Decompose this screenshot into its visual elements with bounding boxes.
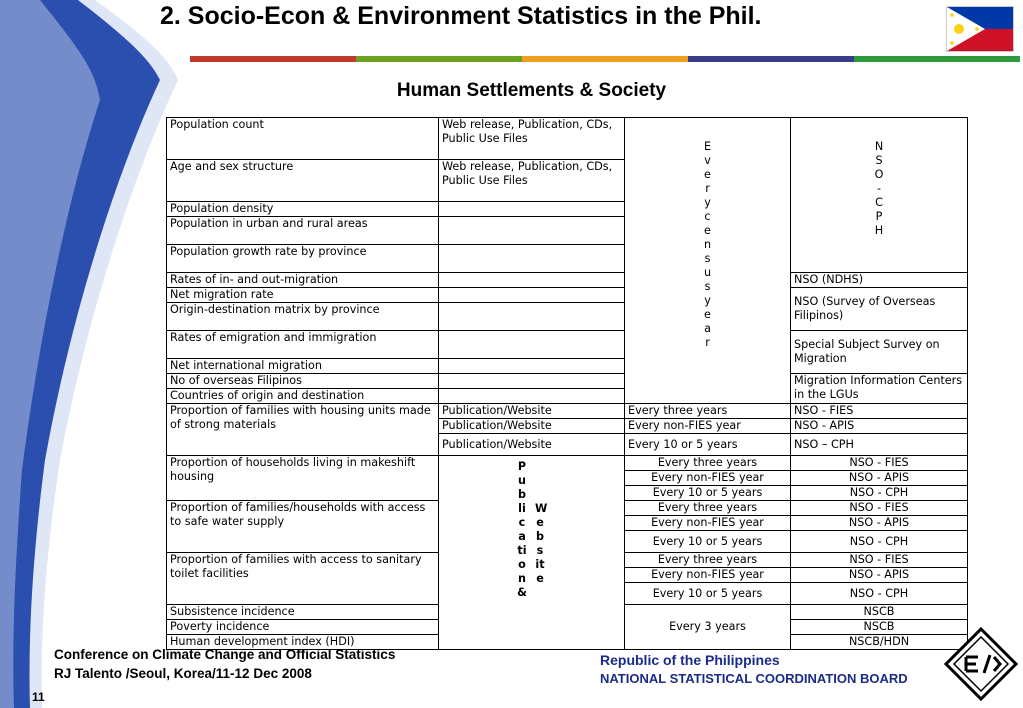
org-name-line1: Republic of the Philippines — [600, 652, 780, 668]
indicator-cell: Origin-destination matrix by province — [167, 303, 439, 331]
medium-cell — [439, 288, 625, 303]
frequency-cell: Every 10 or 5 years — [625, 583, 791, 605]
medium-cell: Web release, Publication, CDs, Public Use Files — [439, 160, 625, 202]
indicator-cell: Countries of origin and destination — [167, 389, 439, 404]
medium-cell — [439, 331, 625, 359]
source-cell: NSO - CPH — [791, 486, 968, 501]
indicator-cell: Proportion of households living in makeshift housing — [167, 456, 439, 501]
indicator-cell: Population density — [167, 202, 439, 217]
indicator-cell: Population growth rate by province — [167, 245, 439, 273]
medium-cell — [439, 217, 625, 245]
indicator-cell: Poverty incidence — [167, 620, 439, 635]
footer-presenter: RJ Talento /Seoul, Korea/11-12 Dec 2008 — [54, 666, 312, 681]
source-cell: NSO - APIS — [791, 471, 968, 486]
medium-cell: Publication/Website — [439, 404, 625, 419]
header-stripe-green2 — [854, 56, 1020, 62]
source-cell: NSO - APIS — [791, 516, 968, 531]
frequency-cell: Every 3 years — [625, 605, 791, 650]
indicator-cell: Rates of in- and out-migration — [167, 273, 439, 288]
source-cell: NSO – CPH — [791, 434, 968, 456]
vertical-website-text: Website — [535, 502, 548, 585]
header-stripe-navy — [688, 56, 854, 62]
header-stripe-red — [190, 56, 356, 62]
header-stripe-green — [356, 56, 522, 62]
nscb-logo-icon — [944, 627, 1018, 701]
source-cell: NSO (NDHS) — [791, 273, 968, 288]
source-cell: NSO - APIS — [791, 568, 968, 583]
medium-cell — [439, 273, 625, 288]
vertical-source-text: NSO - CPH — [874, 140, 884, 237]
slide-title: 2. Socio-Econ & Environment Statistics in the Phil. — [160, 2, 762, 30]
source-cell: NSO - FIES — [791, 501, 968, 516]
frequency-cell: Every 10 or 5 years — [625, 531, 791, 553]
statistics-table — [166, 117, 968, 650]
indicator-cell: Subsistence incidence — [167, 605, 439, 620]
frequency-cell: Every three years — [625, 456, 791, 471]
source-cell: NSO - CPH — [791, 583, 968, 605]
source-cell: Special Subject Survey on Migration — [791, 331, 968, 374]
frequency-cell: Every three years — [625, 501, 791, 516]
indicator-cell: Net international migration — [167, 359, 439, 374]
medium-cell — [439, 202, 625, 217]
philippine-flag-icon — [946, 6, 1014, 52]
source-cell: NSO - APIS — [791, 419, 968, 434]
indicator-cell: Proportion of families/households with access to safe water supply — [167, 501, 439, 553]
frequency-cell: Every non-FIES year — [625, 471, 791, 486]
medium-cell — [439, 374, 625, 389]
indicator-cell: Proportion of families with housing units made of strong materials — [167, 404, 439, 456]
source-cell: Migration Information Centers in the LGUs — [791, 374, 968, 404]
indicator-cell: Proportion of families with access to sanitary toilet facilities — [167, 553, 439, 605]
source-vertical-cell — [791, 118, 968, 273]
indicator-cell: No of overseas Filipinos — [167, 374, 439, 389]
slide-subtitle: Human Settlements & Society — [396, 80, 667, 101]
vertical-frequency-text: Every census year — [703, 140, 712, 349]
source-cell: NSO - FIES — [791, 553, 968, 568]
indicator-cell: Human development index (HDI) — [167, 635, 439, 650]
medium-cell — [439, 245, 625, 273]
medium-cell — [439, 389, 625, 404]
frequency-cell: Every 10 or 5 years — [625, 486, 791, 501]
indicator-cell: Net migration rate — [167, 288, 439, 303]
indicator-cell: Rates of emigration and immigration — [167, 331, 439, 359]
medium-cell — [439, 303, 625, 331]
frequency-cell: Every non-FIES year — [625, 568, 791, 583]
indicator-cell: Population count — [167, 118, 439, 160]
frequency-cell: Every 10 or 5 years — [625, 434, 791, 456]
publication-website-vertical-cell — [439, 456, 625, 650]
org-name-line2: NATIONAL STATISTICAL COORDINATION BOARD — [600, 671, 908, 686]
indicator-cell: Age and sex structure — [167, 160, 439, 202]
frequency-cell: Every three years — [625, 404, 791, 419]
source-cell: NSO - CPH — [791, 531, 968, 553]
frequency-cell: Every non-FIES year — [625, 419, 791, 434]
header-stripe-orange — [522, 56, 688, 62]
vertical-publication-text: Publication & — [517, 460, 527, 599]
frequency-cell: Every three years — [625, 553, 791, 568]
medium-cell: Publication/Website — [439, 434, 625, 456]
medium-cell — [439, 359, 625, 374]
frequency-vertical-cell — [625, 118, 791, 404]
page-number: 11 — [32, 690, 45, 704]
indicator-cell: Population in urban and rural areas — [167, 217, 439, 245]
source-cell: NSO (Survey of Overseas Filipinos) — [791, 288, 968, 331]
medium-cell: Web release, Publication, CDs, Public Use Files — [439, 118, 625, 160]
frequency-cell: Every non-FIES year — [625, 516, 791, 531]
source-cell: NSCB — [791, 620, 968, 635]
footer-conference: Conference on Climate Change and Official Statistics — [54, 647, 396, 662]
medium-cell: Publication/Website — [439, 419, 625, 434]
source-cell: NSO - FIES — [791, 456, 968, 471]
source-cell: NSCB — [791, 605, 968, 620]
source-cell: NSCB/HDN — [791, 635, 968, 650]
source-cell: NSO - FIES — [791, 404, 968, 419]
